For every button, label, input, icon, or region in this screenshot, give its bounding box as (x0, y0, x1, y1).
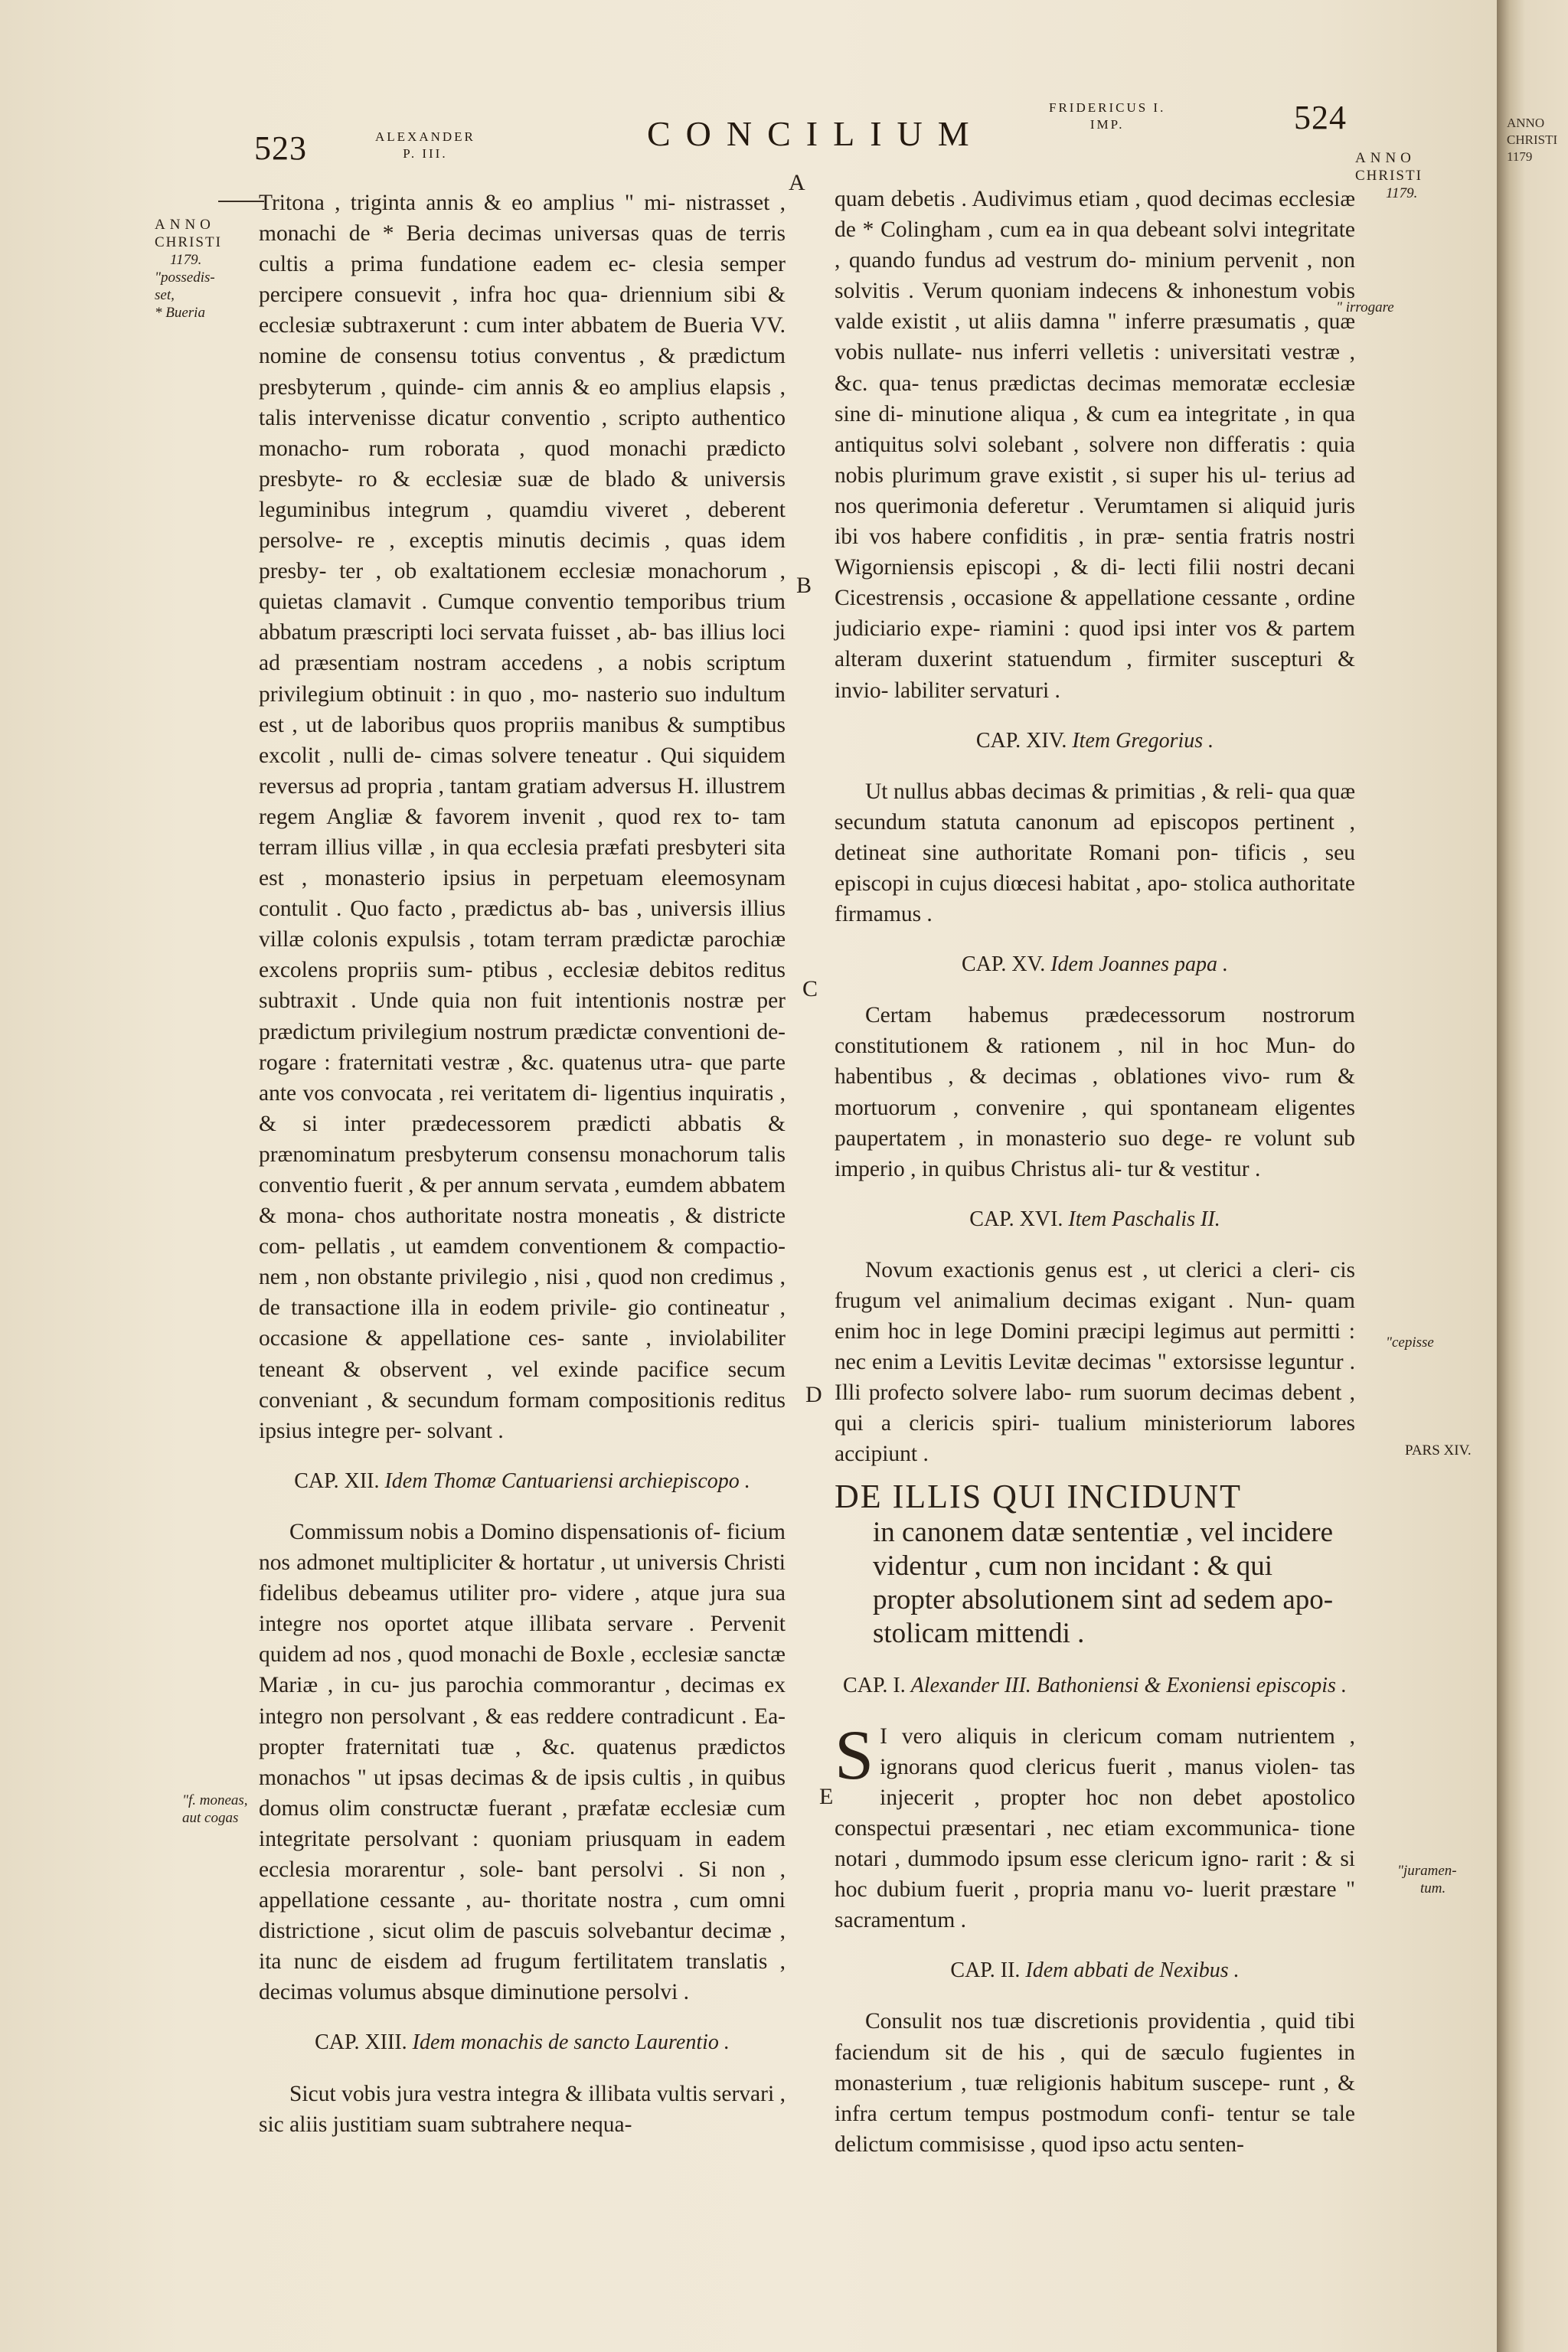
margin-note: set, (155, 287, 175, 303)
paragraph: quam debetis . Audivimus etiam , quod decimas ecclesiæ de * Colingham , cum ea in qua debeant solvi integritate , quando fundus ad vestrum do- minium pervenit , non solvitis . Verum quoniam indecens & inhonestum vobis valde existit , ut aliis damna " inferre præsumatis , quæ vobis nullate- nus inferri velletis : universitati vestræ , &c. qua- tenus prædictas decimas memoratæ ecclesiæ sine di- minutione aliqua , & cum ea integritate , in qua antiquitus solvi solebant , solvere non differatis : quia nobis plurimum grave existit , si super his ul- terius ad nos querimonia deferetur . Verumtamen si aliquid juris ibi vos habere confiditis , in præ- sentia fratris nostri Wigorniensis episcopi , & di- lecti filii nostri decani Cicestrensis , occasione & appellatione cessante , ordine judiciario expe- riamini : quod ipsi inter vos & partem alteram duxerint statuendum , firmiter suscepturi & invio- labiliter servaturi . (835, 187, 1355, 703)
margin-note: CHRISTI (1355, 168, 1423, 184)
margin-note-irrogare: " irrogare (1336, 299, 1394, 315)
chapter-heading (835, 726, 1355, 756)
margin-note-cepisse: "cepisse (1386, 1334, 1434, 1351)
margin-note: * Bueria (155, 305, 205, 321)
margin-note: 1179. (1386, 185, 1418, 201)
margin-note: "juramen- (1397, 1863, 1457, 1879)
paragraph: Ut nullus abbas decimas & primitias , & reli- qua quæ secundum statuta canonum ad episcopos pertinent , detineat sine authoritate Romani pon- tificis , seu episcopi in cujus diœcesi habitat , apo- stolica authoritate firmamus . (835, 779, 1355, 927)
paragraph: Sicut vobis jura vestra integra & illibata vultis servari , sic aliis justitiam suam subtrahere nequa- (259, 2081, 786, 2137)
right-margin-notes (1355, 149, 1423, 202)
next-edge-line: ANNO (1507, 116, 1545, 130)
margin-note: 1179. (170, 252, 202, 268)
chapter-number: CAP. II. (950, 1958, 1021, 1983)
paragraph (835, 1715, 1355, 1936)
chapter-heading (835, 1955, 1355, 1986)
chapter-number: CAP. XVI. (969, 1207, 1063, 1231)
next-edge-line: CHRISTI (1507, 132, 1558, 147)
running-head-line: IMP. (1089, 117, 1125, 132)
chapter-number: CAP. I. (843, 1673, 906, 1697)
chapter-name: Idem Thomæ Cantuariensi archiepiscopo . (384, 1468, 750, 1493)
paragraph: Tritona , triginta annis & eo amplius " mi- nistrasset , monachi de * Beria decimas universas quas de terris cultis a prima fundatione eadem ec- clesia semper percipere consuevit , infra hoc qua- driennium sibi & ecclesiæ subtraxerunt : cum inter abbatem de Bueria VV. nomine de consensu totius conventus , & prædictum presbyterum , quinde- cim annis & eo amplius elapsis , talis intervenisse dicatur conventio , scripto authentico monacho- rum roborata , quod monachi prædicto presbyte- ro & ecclesiæ suæ de blado & universis leguminibus integrum , quamdiu viveret , deberent persolve- re , exceptis minutis decimis , quas idem presby- ter , ob exaltationem ecclesiæ monachorum , quietas clamavit . Cumque conventio temporibus trium abbatum præscripti loci servata fuisset , ab- bas illius loci ad præsentiam nostram accedens , a nobis scriptum privilegium obtinuit : in quo , mo- nasterio suo indultum est , ut de laboribus quos propriis manibus & sumptibus excolit , nulli de- cimas solvere teneatur . Qui siquidem reversus ad propria , tantam gratiam adversus H. illustrem regem Angliæ & favorem invenit , quod rex to- tam terram illius villæ , in qua ecclesia præfati presbyteri sita est , monasterio ipsius in perpetuam eleemosynam contulit . Quo facto , prædictus ab- bas , universis illius villæ colonis expulsis , totam terram prædictæ parochiæ excolens propriis sum- ptibus , ecclesiæ debitos reditus subtraxit . Unde quia non fuit intentionis nostræ per prædictum privilegium nostrum prædictæ conventioni de- rogare : fraternitati vestræ , &c. quatenus utra- que parte ante vos convocata , rei veritatem di- ligentius inquiratis , & si inter prædecessorem prædicti abbatis & prænominatum presbyterum consensu monachorum talis conventio fuerit , & per annum servata , eumdem abbatem & mona- chos authoritate nostra moneatis , & districte com- pellatis , ut eamdem conventionem & compactio- nem , non obstante privilegio , nisi , quod non credimus , de transactione illa in eodem privile- gio contineatur , occasione & appellatione ces- sante , inviolabiliter teneant & observent , vel exinde pacifice secum conveniant , & secundum formam compositionis reditus ipsius integre per- solvant . (259, 191, 786, 1443)
left-column (259, 188, 786, 2140)
left-margin-notes (155, 216, 222, 322)
right-column (835, 184, 1355, 2160)
section-letter: D (805, 1382, 822, 1407)
chapter-heading (259, 2027, 786, 2058)
margin-note: tum. (1420, 1880, 1446, 1896)
paragraph: Novum exactionis genus est , ut clerici a cleri- cis frugum vel animalium decimas exigant . Nun- quam enim hoc in lege Domini præcipi legimus aut permitti : nec enim a Levitis Levitæ decimas " extorsisse leguntur . Illi profecto solvere labo- rum suorum decimas debent , qui a clericis spiri- tualium ministeriorum labores accipiunt . (835, 1257, 1355, 1467)
drop-cap: S (835, 1715, 874, 1794)
chapter-heading (835, 1204, 1355, 1235)
chapter-heading (835, 949, 1355, 980)
right-page-number: 524 (1294, 99, 1347, 136)
margin-rule (218, 201, 264, 202)
chapter-number: CAP. XIII. (315, 2030, 407, 2055)
part-heading: DE ILLIS QUI INCIDUNT (835, 1477, 1243, 1515)
page-gutter (1497, 0, 1568, 2352)
margin-note: CHRISTI (155, 234, 222, 250)
margin-note-pars: PARS XIV. (1405, 1442, 1472, 1459)
section-letter: A (789, 170, 805, 195)
margin-note: "possedis- (155, 270, 215, 286)
chapter-name: Item Gregorius . (1072, 728, 1214, 753)
next-page-edge (1507, 115, 1568, 165)
chapter-name: Item Paschalis II. (1068, 1207, 1220, 1231)
part-subheading: in canonem datæ sententiæ , vel incidere videntur , cum non incidant : & qui propter absolutionem sint ad sedem apo- stolicam mittendi . (873, 1516, 1334, 1649)
left-page-number: 523 (254, 129, 307, 167)
left-running-head (375, 129, 475, 162)
margin-note-juramentum (1397, 1862, 1457, 1897)
chapter-number: CAP. XII. (294, 1468, 380, 1493)
page-title: CONCILIUM (647, 114, 985, 153)
margin-note: ANNO (155, 217, 215, 233)
paragraph-text: I vero aliquis in clericum comam nutrientem , ignorans quod clericus fuerit , manus violen- tas injecerit , propter hoc non debet apostolico conspectui præsentari , nec etiam excommunica- tione notari , dummodo ipsum esse clericum igno- rarit : & si hoc dubium fuerit , propria manu vo- luerit præstare " sacramentum . (835, 1723, 1355, 1933)
next-edge-line: 1179 (1507, 149, 1533, 164)
chapter-number: CAP. XIV. (975, 728, 1067, 753)
chapter-heading (835, 1671, 1355, 1701)
chapter-name: Idem monachis de sancto Laurentio . (412, 2030, 730, 2055)
running-head-line: FRIDERICUS I. (1049, 100, 1166, 115)
paragraph: Certam habemus prædecessorum nostrorum constitutionem & rationem , nil in hoc Mun- do habentibus , & decimas , oblationes vivo- rum & mortuorum , convenire , qui spontaneam eligentes paupertatem , in monasterio suo dege- re volunt sub imperio , in quibus Christus ali- tur & vestitur . (835, 1003, 1355, 1181)
running-head-line: ALEXANDER (375, 129, 475, 144)
margin-note: ANNO (1355, 150, 1416, 166)
section-letter: C (802, 976, 818, 1001)
section-letter: E (819, 1784, 834, 1809)
paragraph: Commissum nobis a Domino dispensationis of- ficium nos admonet multipliciter & hortatur , ut universis Christi fidelibus debeamus utiliter pro- videre , atque jura sua integre nos oportet atque illibata servare . Pervenit quidem ad nos , quod monachi de Boxle , ecclesiæ sanctæ Mariæ , in cu- jus parochia commorantur , decimas ex integro non persolvant , & eas reddere contradicunt . Ea- propter fraternitati tuæ , &c. quatenus prædictos monachos " ut ipsas decimas & de ipsis cultis , in quibus domus olim constructæ fuerant , præfatæ ecclesiæ cum integritate persolvant : quoniam priusquam in eadem ecclesia morarentur , sole- bant persolvi . Si non , appellatione cessante , au- thoritate nostra , cum omni districtione , sicut olim de pascuis solvebantur decimæ , ita nunc de eisdem ad frugum fertilitatem translatis , decimas volumus absque diminutione persolvi . (259, 1519, 786, 2005)
right-running-head (1049, 100, 1165, 133)
left-margin-notes-lower (182, 1792, 248, 1827)
chapter-name: Alexander III. Bathoniensi & Exoniensi episcopis . (910, 1673, 1347, 1697)
section-letter: B (796, 573, 812, 598)
chapter-name: Idem abbati de Nexibus . (1025, 1958, 1240, 1983)
margin-note: aut cogas (182, 1810, 239, 1826)
paragraph: Consulit nos tuæ discretionis providentia , quid tibi faciendum sit de his , qui de sæculo fugientes in monasterium , tuæ religionis habitum suscepe- runt , & infra certum tempus postmodum confi- tentur se tale delictum commisisse , quod ipso actu senten- (835, 2009, 1355, 2157)
margin-note: "f. moneas, (182, 1792, 248, 1808)
running-head-line: P. III. (403, 146, 448, 161)
chapter-number: CAP. XV. (962, 952, 1046, 977)
chapter-name: Idem Joannes papa . (1050, 952, 1228, 977)
chapter-heading (259, 1466, 786, 1497)
